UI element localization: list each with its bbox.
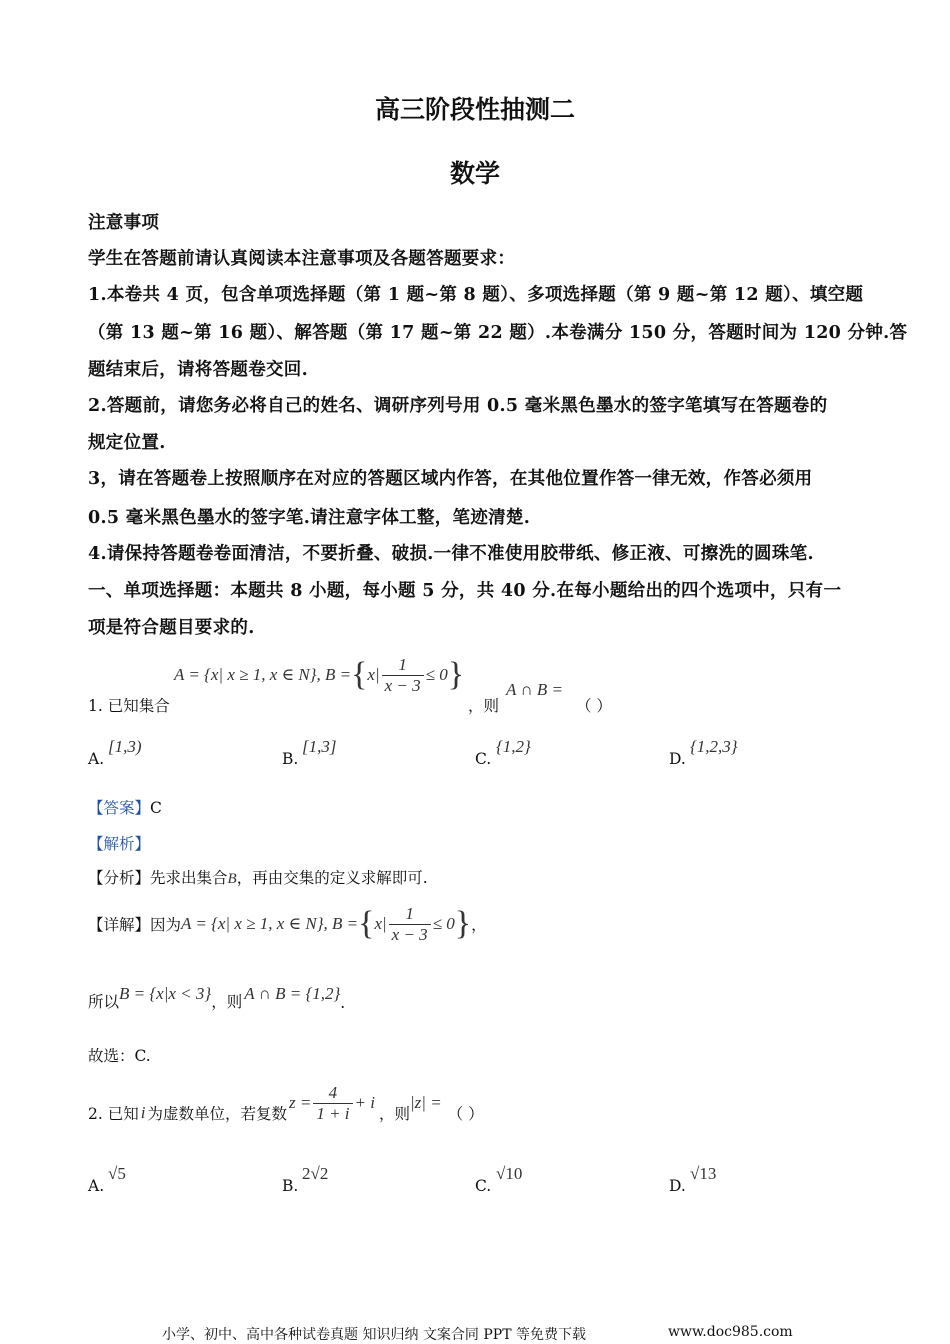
fenxi-text: ，再由交集的定义求解即可. — [236, 869, 428, 887]
q1-paren: （ ） — [576, 697, 612, 715]
notice-heading: 注意事项 — [88, 213, 160, 233]
subject-title: 数学 — [449, 159, 500, 188]
q2-z-eq: z = — [288, 1093, 312, 1112]
option-c-label: C. — [475, 750, 492, 768]
option-a-value: [1,3) — [108, 737, 142, 756]
page-title: 高三阶段性抽测二 — [374, 95, 575, 124]
q1-set-b-left: x| — [367, 665, 380, 684]
fenxi-var: B — [227, 871, 237, 887]
option-d-value: {1,2,3} — [690, 737, 738, 756]
q2-formula — [289, 1083, 375, 1123]
q2-option-a-label: A. — [88, 1177, 105, 1195]
footer-link[interactable]: www.doc985.com — [668, 1324, 793, 1340]
detail-sets — [181, 904, 471, 944]
option-c-value: {1,2} — [496, 737, 531, 756]
footer-text: 小学、初中、高中各种试卷真题 知识归纳 文案合同 PPT 等免费下载 — [162, 1327, 586, 1343]
answer-tag: 【答案】 — [88, 799, 151, 817]
answer-value: C — [150, 799, 162, 817]
detail-set-a: A = {x| x ≥ 1, x ∈ N}, B = — [181, 914, 359, 933]
notice-line: 规定位置. — [88, 433, 166, 453]
q1-prefix: 1. 已知集合 — [88, 697, 170, 715]
notice-line: 0.5 毫米黑色墨水的签字笔.请注意字体工整，笔迹清楚. — [88, 508, 531, 528]
detail-set-b-left: x| — [374, 914, 387, 933]
q2-prefix: 2. 已知 — [88, 1105, 139, 1123]
q1-set-definition — [174, 652, 464, 698]
q2-frac-den: 1 + i — [313, 1103, 352, 1124]
q1-fraction — [382, 655, 424, 695]
q2-mid: 为虚数单位，若复数 — [147, 1105, 287, 1123]
q1-set-a: A = {x| x ≥ 1, x ∈ N}, B = — [174, 665, 352, 684]
notice-line: 4.请保持答题卷卷面清洁，不要折叠、破损.一律不准使用胶带纸、修正液、可擦洗的圆珠笔. — [88, 544, 814, 564]
q2-fraction — [313, 1083, 352, 1123]
right-brace: } — [447, 656, 465, 693]
detail-frac-num: 1 — [405, 903, 414, 923]
detail-line — [88, 900, 487, 948]
detail-set-b-right: ≤ 0 — [432, 914, 455, 933]
detail-end: ， — [471, 916, 487, 934]
q1-set-b-right: ≤ 0 — [425, 665, 448, 684]
fenxi-line — [88, 866, 428, 888]
q2-paren: （ ） — [447, 1105, 484, 1123]
q2-abs: |z| = — [409, 1093, 442, 1112]
q2-option-d-value: √13 — [690, 1164, 717, 1183]
notice-line: （第 13 题~第 16 题）、解答题（第 17 题~第 22 题）.本卷满分 150 分，答题时间为 120 分钟.答 — [88, 323, 908, 343]
notice-line: 1.本卷共 4 页，包含单项选择题（第 1 题~第 8 题）、多项选择题（第 9 题~第 12 题）、填空题 — [88, 285, 864, 305]
suoyi-expr: B = {x|x < 3} — [119, 984, 212, 1003]
ze-expr: A ∩ B = {1,2} — [244, 984, 341, 1003]
section-heading-cont: 项是符合题目要求的. — [88, 618, 255, 638]
option-b-value: [1,3] — [302, 737, 337, 756]
q2-plus-i: + i — [354, 1093, 375, 1112]
q2-then: ，则 — [378, 1105, 410, 1123]
notice-line: 题结束后，请将答题卷交回. — [88, 360, 308, 380]
notice-line: 3，请在答题卷上按照顺序在对应的答题区域内作答，在其他位置作答一律无效，作答必须用 — [88, 469, 813, 489]
left-brace: { — [358, 905, 375, 942]
fenxi-text: 先求出集合 — [150, 869, 228, 887]
q2-option-b-value: 2√2 — [302, 1164, 329, 1183]
suoyi-line — [88, 986, 345, 1012]
q2-line — [88, 1080, 484, 1126]
ze-text: ，则 — [211, 993, 243, 1011]
right-brace: } — [454, 905, 472, 942]
option-d-label: D. — [669, 750, 686, 768]
answer-line — [88, 796, 162, 818]
option-a-label: A. — [88, 750, 105, 768]
option-b-label: B. — [282, 750, 299, 768]
analysis-tag: 【解析】 — [88, 835, 151, 853]
q2-option-d-label: D. — [669, 1177, 686, 1195]
q2-i: i — [140, 1103, 146, 1122]
period: . — [340, 994, 346, 1012]
left-brace: { — [351, 656, 368, 693]
detail-tag: 【详解】 — [88, 916, 151, 934]
q1-frac-den: x − 3 — [382, 675, 424, 696]
q1-ask: A ∩ B = — [506, 680, 563, 699]
suoyi-text: 所以 — [88, 993, 120, 1011]
q2-option-c-label: C. — [475, 1177, 492, 1195]
q2-option-a-value: √5 — [108, 1164, 126, 1183]
detail-text: 因为 — [150, 916, 182, 934]
notice-intro: 学生在答题前请认真阅读本注意事项及各题答题要求： — [88, 249, 516, 269]
notice-line: 2.答题前，请您务必将自己的姓名、调研序列号用 0.5 毫米黑色墨水的签字笔填写在答题卷的 — [88, 396, 828, 416]
fenxi-tag: 【分析】 — [88, 869, 151, 887]
q2-option-b-label: B. — [282, 1177, 299, 1195]
detail-fraction — [389, 904, 431, 944]
conclusion: 故选：C. — [88, 1047, 151, 1065]
section-heading: 一、单项选择题：本题共 8 小题，每小题 5 分，共 40 分.在每小题给出的四个选项中，只有一 — [88, 581, 842, 601]
q2-option-c-value: √10 — [496, 1164, 523, 1183]
q1-frac-num: 1 — [398, 654, 407, 674]
q1-then: ，则 — [468, 697, 500, 715]
q2-frac-num: 4 — [328, 1082, 338, 1102]
detail-frac-den: x − 3 — [389, 924, 431, 945]
